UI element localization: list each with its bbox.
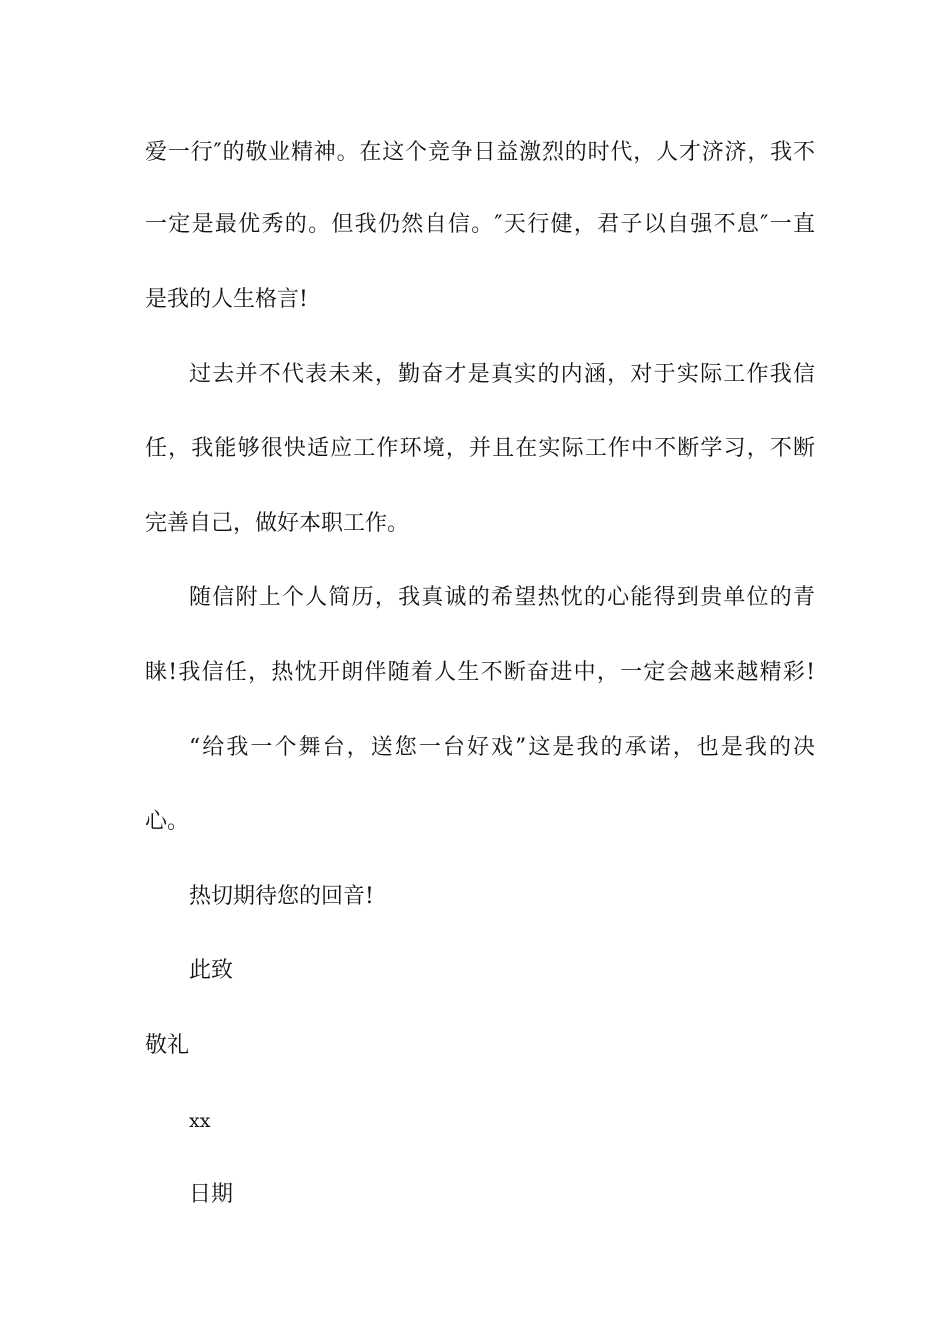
paragraph-line: 任，我能够很快适应工作环境，并且在实际工作中不断学习，不断: [145, 436, 815, 461]
paragraph-line: 完善自己，做好本职工作。: [145, 511, 410, 536]
paragraph-line: 爱一行″的敬业精神。在这个竞争日益激烈的时代，人才济济，我不: [145, 140, 815, 165]
signature-name: xx: [189, 1110, 211, 1132]
paragraph-line: 是我的人生格言!: [145, 287, 308, 312]
paragraph-line: 睐!我信任，热忱开朗伴随着人生不断奋进中，一定会越来越精彩!: [145, 660, 815, 685]
closing-line: 热切期待您的回音!: [189, 884, 374, 909]
paragraph-line: 一定是最优秀的。但我仍然自信。″天行健，君子以自强不息″一直: [145, 212, 815, 237]
paragraph-line: 随信附上个人简历，我真诚的希望热忱的心能得到贵单位的青: [189, 585, 815, 610]
paragraph-line: 过去并不代表未来，勤奋才是真实的内涵，对于实际工作我信: [189, 362, 815, 387]
paragraph-line: “给我一个舞台，送您一台好戏”这是我的承诺，也是我的决: [189, 735, 815, 760]
signature-date: 日期: [189, 1182, 234, 1207]
salutation-line: 此致: [189, 958, 234, 983]
paragraph-line: 心。: [145, 809, 190, 834]
salutation-line: 敬礼: [145, 1033, 190, 1058]
